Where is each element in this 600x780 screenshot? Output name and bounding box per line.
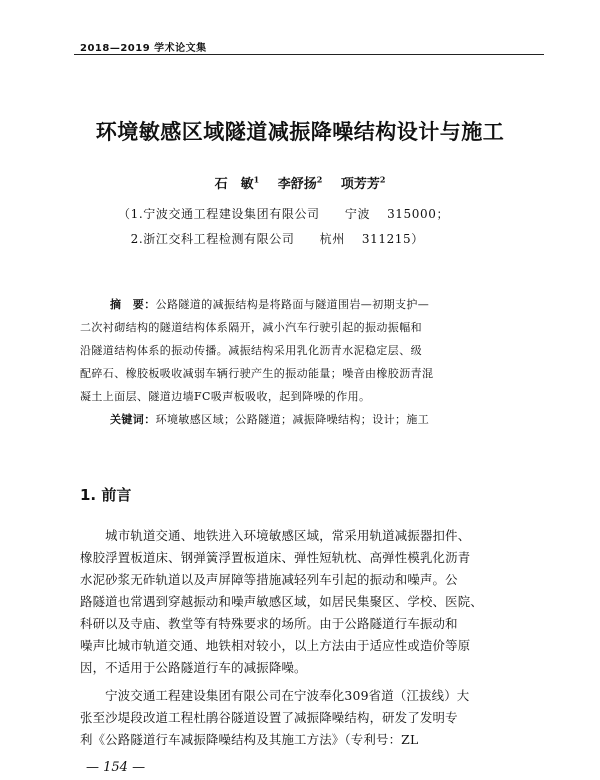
abstract-line: 沿隧道结构体系的振动传播。减振结构采用乳化沥青水泥稳定层、级: [80, 344, 422, 357]
abstract-line: 凝土上面层、隧道边墙FC吸声板吸收，起到降噪的作用。: [80, 390, 371, 403]
abstract-line: 公路隧道的减振结构是将路面与隧道围岩—初期支护—: [155, 298, 430, 311]
keywords-text: 环境敏感区域；公路隧道；减振降噪结构；设计；施工: [155, 413, 430, 426]
abstract-line: 配碎石、橡胶板吸收减弱车辆行驶产生的振动能量；噪音由橡胶沥青混: [80, 367, 434, 380]
body-line: 宁波交通工程建设集团有限公司在宁波奉化309省道（江拔线）大: [80, 688, 470, 703]
affiliation-line: 2.浙江交科工程检测有限公司 杭州 311215）: [118, 232, 424, 246]
author-name: 项芳芳$^2$: [340, 174, 386, 192]
page-number: — 154 —: [86, 760, 146, 775]
abstract: [80, 293, 530, 431]
affiliation-line: （1.宁波交通工程建设集团有限公司 宁波 315000；: [118, 207, 450, 221]
body-line: 城市轨道交通、地铁进入环境敏感区域，常采用轨道减振器扣件、: [80, 528, 471, 543]
body-line: 路隧道也常遇到穿越振动和噪声敏感区域，如居民集聚区、学校、医院、: [80, 594, 483, 609]
body-line: 因，不适用于公路隧道行车的减振降噪。: [80, 660, 307, 675]
abstract-line: 二次衬砌结构的隧道结构体系隔开，减小汽车行驶引起的振动振幅和: [80, 321, 422, 334]
header-divider: [74, 54, 544, 55]
author-list: [0, 173, 600, 192]
author-name: 李舒扬$^2$: [277, 174, 323, 192]
keywords-label: 关键词：: [110, 413, 156, 426]
paper-title: 环境敏感区域隧道减振降噪结构设计与施工: [95, 120, 505, 144]
body-line: 水泥砂浆无砟轨道以及声屏障等措施减轻列车引起的振动和噪声。公: [80, 572, 458, 587]
body-line: 张至沙堤段改道工程杜鹃谷隧道设置了减振降噪结构，研发了发明专: [80, 710, 458, 725]
body-line: 橡胶浮置板道床、钢弹簧浮置板道床、弹性短轨枕、高弹性模乳化沥青: [80, 550, 471, 565]
body-line: 科研以及寺庙、教堂等有特殊要求的场所。由于公路隧道行车振动和: [80, 616, 458, 631]
running-header: 2018—2019 学术论文集: [80, 43, 207, 54]
author-name: 石 敏$^1$: [214, 174, 260, 192]
abstract-label: 摘 要：: [110, 298, 156, 311]
body-line: 噪声比城市轨道交通、地铁相对较小，以上方法由于适应性或造价等原: [80, 638, 471, 653]
section-heading: 1. 前言: [80, 486, 132, 504]
body-line: 利《公路隧道行车减振降噪结构及其施工方法》（专利号：ZL: [80, 732, 419, 747]
